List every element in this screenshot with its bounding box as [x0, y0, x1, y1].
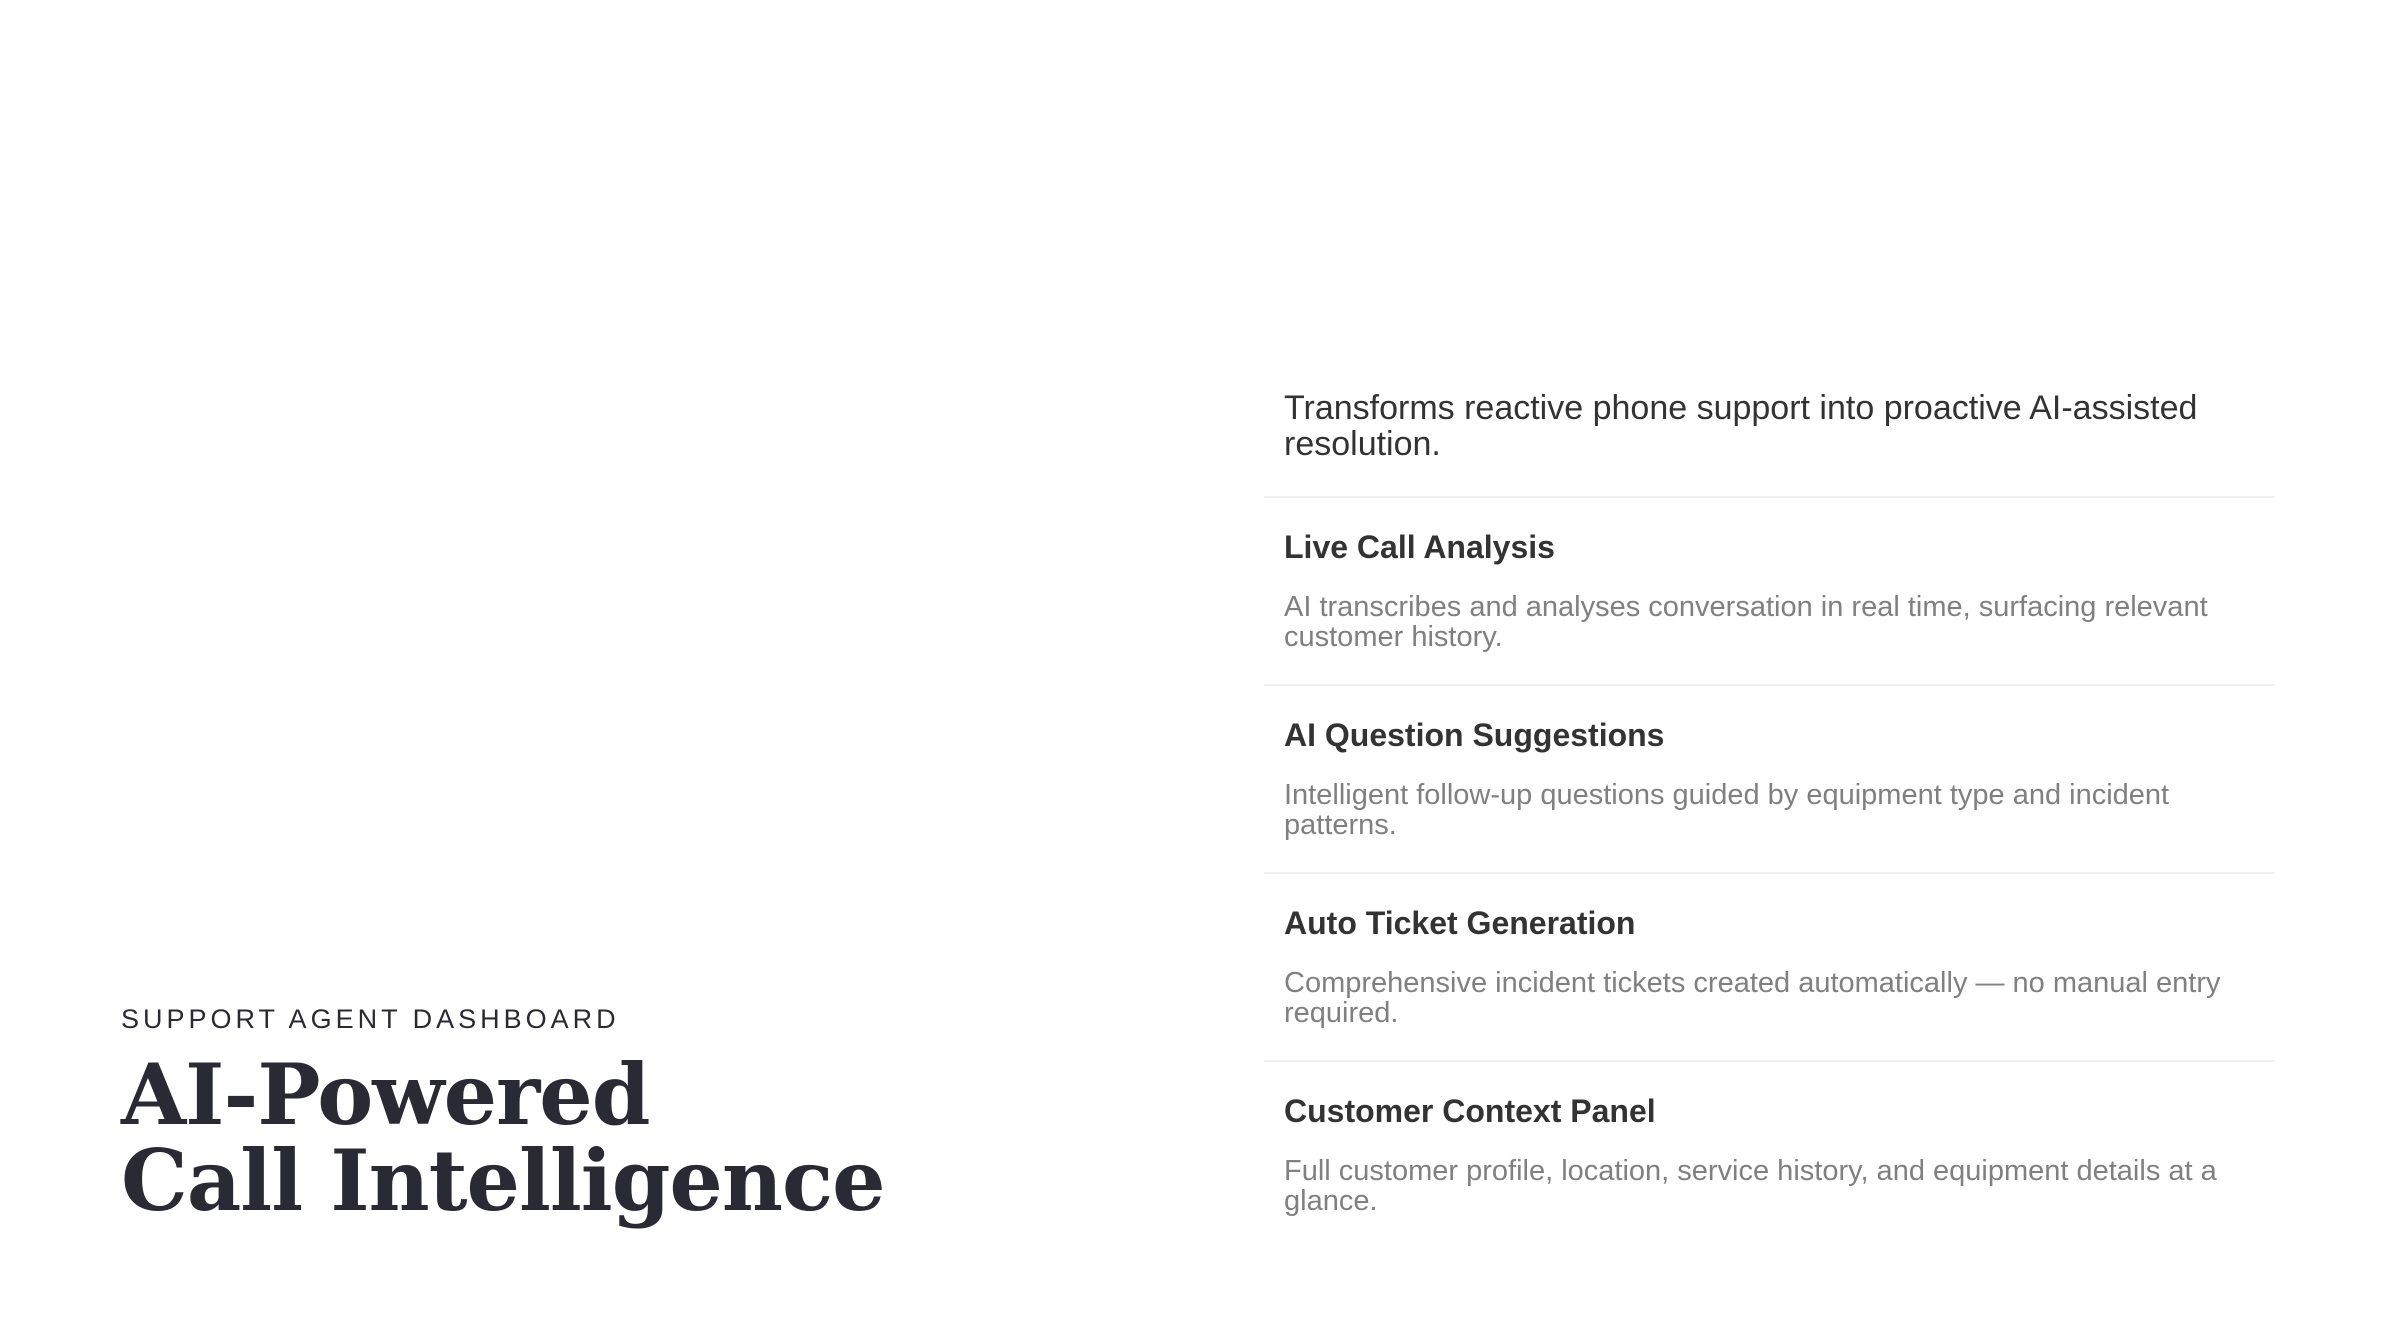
feature-description: Intelligent follow-up questions guided by equipment type and incident patterns. [1284, 779, 2170, 841]
feature-title: AI Question Suggestions [1284, 717, 1665, 753]
feature-item-ai-question-suggestions [1264, 686, 2274, 874]
features-panel [1264, 390, 2274, 1248]
hero-title-line-2: Call Intelligence [121, 1131, 885, 1230]
feature-item-auto-ticket-generation [1264, 874, 2274, 1062]
feature-item-customer-context-panel [1264, 1062, 2274, 1248]
hero-section [121, 1000, 1121, 1230]
feature-title: Live Call Analysis [1284, 529, 1555, 565]
feature-description: Full customer profile, location, service history, and equipment details at a glance. [1284, 1155, 2217, 1217]
feature-description: Comprehensive incident tickets created automatically — no manual entry required. [1284, 967, 2221, 1029]
hero-title [121, 1045, 1121, 1230]
hero-eyebrow: SUPPORT AGENT DASHBOARD [121, 1004, 620, 1034]
feature-title: Customer Context Panel [1284, 1093, 1656, 1129]
feature-title: Auto Ticket Generation [1284, 905, 1636, 941]
feature-description: AI transcribes and analyses conversation in real time, surfacing relevant customer history. [1284, 591, 2208, 653]
feature-item-live-call-analysis [1264, 498, 2274, 686]
intro-text: Transforms reactive phone support into proactive AI-assisted resolution. [1264, 390, 2274, 498]
hero-title-line-1: AI-Powered [121, 1045, 650, 1144]
